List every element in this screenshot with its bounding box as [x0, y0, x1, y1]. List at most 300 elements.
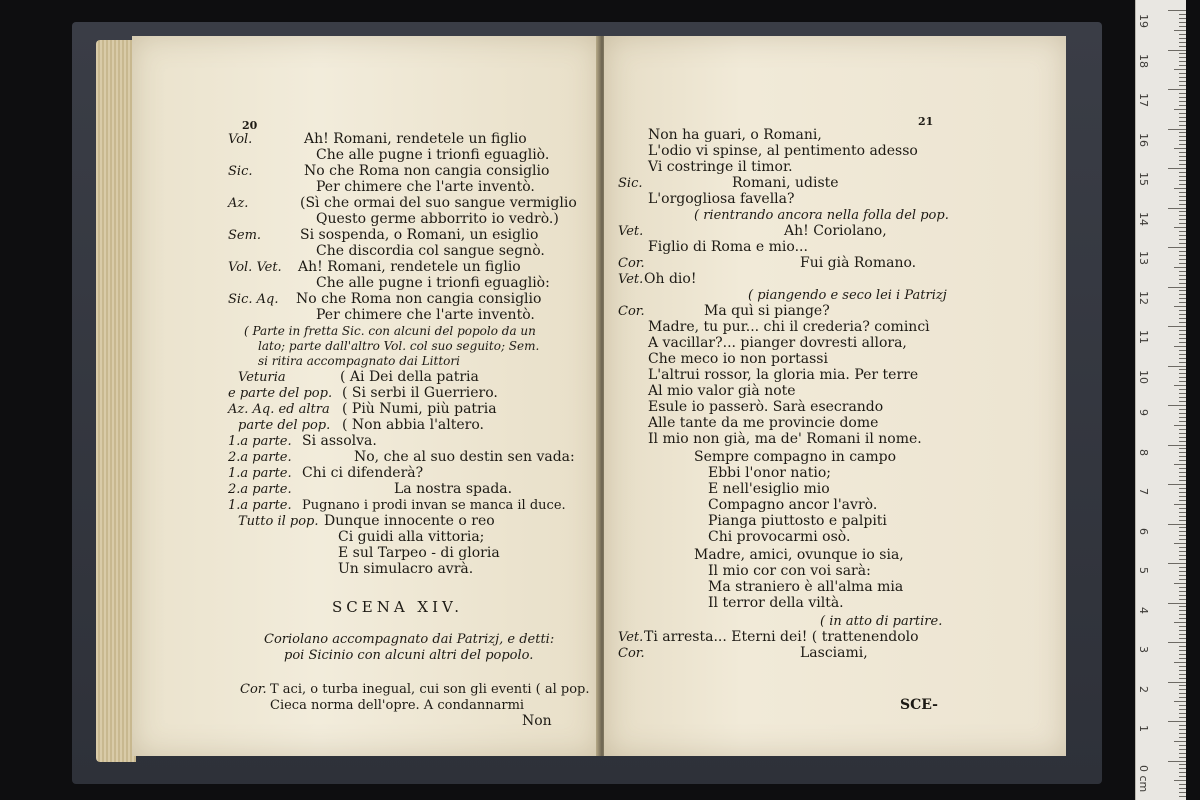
ruler-tick: [1179, 362, 1186, 363]
speaker: Sem.: [228, 228, 262, 243]
ruler-tick: [1179, 290, 1186, 291]
ruler-tick: [1179, 334, 1186, 335]
ruler-tick: [1179, 788, 1186, 789]
ruler-label: 2: [1137, 685, 1150, 693]
ruler-tick: [1179, 14, 1186, 15]
speaker: Tutto il pop.: [238, 514, 319, 529]
measuring-ruler: [1135, 0, 1186, 800]
speaker: Sic.: [228, 164, 253, 179]
ruler-tick: [1174, 464, 1186, 465]
stage-direction: si ritira accompagnato dai Littori: [258, 354, 460, 368]
ruler-tick: [1179, 97, 1186, 98]
verse-line: L'altrui rossor, la gloria mia. Per terre: [648, 367, 919, 383]
ruler-tick: [1179, 389, 1186, 390]
verse-line: Ci guidi alla vittoria;: [338, 529, 485, 545]
ruler-tick: [1179, 776, 1186, 777]
ruler-tick: [1179, 437, 1186, 438]
ruler-tick: [1179, 81, 1186, 82]
speaker: 1.a parte.: [228, 498, 292, 513]
ruler-tick: [1179, 310, 1186, 311]
ruler-label: 10: [1137, 369, 1150, 384]
ruler-tick: [1179, 595, 1186, 596]
verse-line: Esule io passerò. Sarà esecrando: [648, 399, 884, 415]
ruler-tick: [1168, 761, 1186, 762]
ruler-tick: [1179, 658, 1186, 659]
ruler-tick: [1179, 251, 1186, 252]
ruler-tick: [1179, 184, 1186, 185]
ruler-tick: [1179, 768, 1186, 769]
ruler-tick: [1174, 504, 1186, 505]
ruler-tick: [1179, 697, 1186, 698]
ruler-tick: [1179, 369, 1186, 370]
ruler-tick: [1179, 520, 1186, 521]
ruler-tick: [1179, 745, 1186, 746]
ruler-tick: [1168, 247, 1186, 248]
ruler-tick: [1174, 385, 1186, 386]
verse-line: Lasciami,: [800, 645, 868, 661]
stage-direction: lato; parte dall'altro Vol. col suo seguito; Sem.: [258, 339, 540, 353]
ruler-tick: [1179, 298, 1186, 299]
ruler-label: 9: [1137, 409, 1150, 416]
verse-line: Ah! Romani, rendetele un figlio: [304, 131, 527, 147]
ruler-tick: [1179, 156, 1186, 157]
ruler-tick: [1179, 488, 1186, 489]
ruler-tick: [1179, 204, 1186, 205]
ruler-tick: [1179, 784, 1186, 785]
ruler-tick: [1179, 456, 1186, 457]
ruler-tick: [1179, 393, 1186, 394]
ruler-tick: [1179, 551, 1186, 552]
ruler-label: 13: [1137, 251, 1150, 265]
ruler-tick: [1168, 208, 1186, 209]
ruler-tick: [1174, 30, 1186, 31]
ruler-tick: [1179, 132, 1186, 133]
aria-line: Sempre compagno in campo: [694, 449, 897, 465]
ruler-tick: [1179, 599, 1186, 600]
aria-line: Chi provocarmi osò.: [708, 529, 851, 545]
ruler-tick: [1179, 322, 1186, 323]
ruler-tick: [1179, 314, 1186, 315]
verse-line: Ah! Romani, rendetele un figlio: [298, 259, 521, 275]
ruler-tick: [1168, 89, 1186, 90]
verse-line: Che discordia col sangue segnò.: [316, 243, 545, 259]
verse-line: Ti arresta... Eterni dei! ( trattenendolo: [644, 629, 919, 645]
ruler-tick: [1168, 10, 1186, 11]
ruler-tick: [1179, 417, 1186, 418]
verse-line: Chi ci difenderà?: [302, 465, 424, 481]
ruler-tick: [1179, 591, 1186, 592]
speaker: 1.a parte.: [228, 434, 292, 449]
speaker: Veturia: [238, 370, 286, 385]
ruler-tick: [1168, 326, 1186, 327]
ruler-tick: [1179, 53, 1186, 54]
verse-line: La nostra spada.: [394, 481, 513, 497]
verse-line: ( Più Numi, più patria: [342, 401, 497, 417]
ruler-tick: [1179, 539, 1186, 540]
verse-line: E sul Tarpeo - di gloria: [338, 545, 500, 561]
ruler-tick: [1179, 117, 1186, 118]
right-page: [604, 36, 1066, 756]
ruler-tick: [1179, 42, 1186, 43]
ruler-tick: [1174, 188, 1186, 189]
ruler-tick: [1179, 409, 1186, 410]
catchword: Non: [522, 713, 552, 729]
ruler-label: 18: [1137, 53, 1150, 68]
ruler-tick: [1179, 749, 1186, 750]
aria-line: Madre, amici, ovunque io sia,: [694, 547, 904, 563]
ruler-tick: [1179, 330, 1186, 331]
aria-line: Ebbi l'onor natio;: [708, 465, 832, 481]
ruler-tick: [1179, 575, 1186, 576]
ruler-tick: [1168, 642, 1186, 643]
ruler-tick: [1179, 654, 1186, 655]
page-number: 21: [918, 115, 934, 128]
ruler-tick: [1179, 571, 1186, 572]
ruler-tick: [1179, 397, 1186, 398]
ruler-tick: [1174, 543, 1186, 544]
ruler-tick: [1179, 638, 1186, 639]
stage-direction: Coriolano accompagnato dai Patrizj, e detti:: [264, 632, 555, 647]
ruler-tick: [1179, 338, 1186, 339]
ruler-tick: [1179, 535, 1186, 536]
speaker: Cor.: [240, 682, 267, 697]
ruler-tick: [1179, 492, 1186, 493]
ruler-tick: [1174, 227, 1186, 228]
ruler-tick: [1179, 211, 1186, 212]
speaker: Az.: [228, 196, 249, 211]
ruler-label: 11: [1137, 330, 1150, 344]
ruler-tick: [1179, 709, 1186, 710]
ruler-tick: [1179, 729, 1186, 730]
ruler-tick: [1179, 215, 1186, 216]
ruler-label: 7: [1137, 488, 1150, 495]
ruler-tick: [1179, 705, 1186, 706]
verse-line: Si sospenda, o Romani, un esiglio: [300, 227, 539, 243]
ruler-tick: [1179, 401, 1186, 402]
verse-line: Per chimere che l'arte inventò.: [316, 179, 535, 195]
verse-line: Ma quì si piange?: [704, 303, 830, 319]
ruler-tick: [1174, 148, 1186, 149]
page-number: 20: [242, 119, 258, 132]
ruler-tick: [1179, 689, 1186, 690]
ruler-tick: [1179, 646, 1186, 647]
ruler-label: 15: [1137, 172, 1150, 186]
ruler-label: 17: [1137, 93, 1150, 107]
ruler-tick: [1179, 618, 1186, 619]
ruler-tick: [1179, 433, 1186, 434]
ruler-tick: [1168, 445, 1186, 446]
speaker: Sic. Aq.: [228, 292, 279, 307]
stage-direction: ( piangendo e seco lei i Patrizj: [748, 288, 947, 303]
verse-line: Al mio valor già note: [648, 383, 796, 399]
ruler-tick: [1174, 741, 1186, 742]
verse-line: Cieca norma dell'opre. A condannarmi: [270, 698, 525, 713]
ruler-label: 14: [1137, 211, 1150, 226]
ruler-tick: [1179, 136, 1186, 137]
left-page: [132, 36, 600, 756]
ruler-tick: [1179, 527, 1186, 528]
ruler-tick: [1179, 125, 1186, 126]
ruler-tick: [1179, 275, 1186, 276]
ruler-tick: [1179, 105, 1186, 106]
ruler-tick: [1179, 670, 1186, 671]
verse-line: Che alle pugne i trionfi eguagliò.: [316, 147, 550, 163]
ruler-tick: [1174, 780, 1186, 781]
ruler-label: 8: [1137, 448, 1150, 456]
ruler-tick: [1179, 737, 1186, 738]
ruler-tick: [1179, 283, 1186, 284]
ruler-tick: [1179, 121, 1186, 122]
ruler-tick: [1179, 294, 1186, 295]
verse-line: Pugnano i prodi invan se manca il duce.: [302, 498, 566, 513]
ruler-tick: [1179, 85, 1186, 86]
verse-line: Ah! Coriolano,: [784, 223, 887, 239]
ruler-tick: [1179, 34, 1186, 35]
ruler-tick: [1168, 405, 1186, 406]
speaker: e parte del pop.: [228, 386, 333, 401]
speaker: Cor.: [618, 646, 645, 661]
ruler-tick: [1179, 579, 1186, 580]
speaker: 1.a parte.: [228, 466, 292, 481]
ruler-tick: [1179, 650, 1186, 651]
ruler-label: 4: [1137, 606, 1150, 614]
verse-line: ( Non abbia l'altero.: [342, 417, 484, 433]
verse-line: Questo germe abborrito io vedrò.): [316, 211, 559, 227]
ruler-tick: [1168, 287, 1186, 288]
stage-direction: poi Sicinio con alcuni altri del popolo.: [284, 648, 534, 663]
ruler-tick: [1179, 413, 1186, 414]
ruler-tick: [1179, 239, 1186, 240]
ruler-tick: [1179, 57, 1186, 58]
ruler-tick: [1179, 140, 1186, 141]
ruler-tick: [1179, 448, 1186, 449]
ruler-tick: [1179, 610, 1186, 611]
verse-line: T aci, o turba inegual, cui son gli eventi ( al pop.: [270, 682, 590, 697]
verse-line: Vi costringe il timor.: [648, 159, 793, 175]
ruler-tick: [1179, 302, 1186, 303]
ruler-tick: [1174, 346, 1186, 347]
ruler-tick: [1168, 366, 1186, 367]
ruler-tick: [1179, 192, 1186, 193]
aria-line: Il terror della viltà.: [708, 595, 844, 611]
ruler-tick: [1174, 109, 1186, 110]
ruler-tick: [1168, 682, 1186, 683]
ruler-tick: [1179, 354, 1186, 355]
speaker: Sic.: [618, 176, 643, 191]
ruler-tick: [1179, 496, 1186, 497]
verse-line: Figlio di Roma e mio...: [648, 239, 808, 255]
ruler-tick: [1179, 358, 1186, 359]
ruler-tick: [1168, 721, 1186, 722]
ruler-tick: [1179, 318, 1186, 319]
ruler-tick: [1179, 472, 1186, 473]
ruler-tick: [1179, 342, 1186, 343]
ruler-tick: [1179, 180, 1186, 181]
speaker: Cor.: [618, 304, 645, 319]
verse-line: No che Roma non cangia consiglio: [296, 291, 542, 307]
ruler-tick: [1174, 583, 1186, 584]
verse-line: Romani, udiste: [732, 175, 839, 191]
verse-line: Si assolva.: [302, 433, 377, 449]
ruler-tick: [1179, 279, 1186, 280]
ruler-tick: [1179, 796, 1186, 797]
ruler-label: 3: [1137, 646, 1150, 653]
verse-line: L'odio vi spinse, al pentimento adesso: [648, 143, 918, 159]
ruler-tick: [1168, 50, 1186, 51]
ruler-tick: [1179, 18, 1186, 19]
ruler-tick: [1179, 421, 1186, 422]
ruler-tick: [1179, 22, 1186, 23]
ruler-label: 6: [1137, 527, 1150, 535]
verse-line: Dunque innocente o reo: [324, 513, 495, 529]
ruler-tick: [1179, 373, 1186, 374]
ruler-tick: [1179, 480, 1186, 481]
catchword: SCE-: [900, 697, 938, 713]
ruler-tick: [1179, 630, 1186, 631]
verse-line: Alle tante da me provincie dome: [648, 415, 879, 431]
ruler-tick: [1179, 516, 1186, 517]
ruler-tick: [1179, 219, 1186, 220]
ruler-tick: [1168, 603, 1186, 604]
ruler-tick: [1179, 377, 1186, 378]
ruler-tick: [1168, 168, 1186, 169]
ruler-tick: [1179, 725, 1186, 726]
ruler-tick: [1179, 606, 1186, 607]
verse-line: Il mio non già, ma de' Romani il nome.: [648, 431, 922, 447]
ruler-tick: [1179, 196, 1186, 197]
ruler-tick: [1179, 559, 1186, 560]
ruler-tick: [1179, 152, 1186, 153]
ruler-tick: [1179, 38, 1186, 39]
ruler-tick: [1179, 46, 1186, 47]
ruler-tick: [1179, 176, 1186, 177]
ruler-tick: [1179, 26, 1186, 27]
stage-direction: ( rientrando ancora nella folla del pop.: [694, 208, 949, 223]
ruler-tick: [1179, 243, 1186, 244]
ruler-tick: [1179, 61, 1186, 62]
ruler-tick: [1174, 622, 1186, 623]
ruler-tick: [1179, 476, 1186, 477]
aria-line: Compagno ancor l'avrò.: [708, 497, 878, 513]
ruler-tick: [1179, 235, 1186, 236]
speaker: Az. Aq. ed altra: [228, 402, 330, 417]
ruler-tick: [1179, 164, 1186, 165]
speaker: parte del pop.: [238, 418, 331, 433]
ruler-tick: [1168, 563, 1186, 564]
verse-line: No che Roma non cangia consiglio: [304, 163, 550, 179]
ruler-tick: [1179, 753, 1186, 754]
ruler-tick: [1179, 255, 1186, 256]
ruler-tick: [1179, 693, 1186, 694]
ruler-tick: [1179, 452, 1186, 453]
ruler-tick: [1179, 200, 1186, 201]
ruler-tick: [1174, 306, 1186, 307]
speaker: 2.a parte.: [228, 482, 292, 497]
ruler-tick: [1179, 512, 1186, 513]
ruler-tick: [1179, 65, 1186, 66]
ruler-tick: [1179, 685, 1186, 686]
ruler-tick: [1179, 733, 1186, 734]
ruler-tick: [1179, 772, 1186, 773]
verse-line: Non ha guari, o Romani,: [648, 127, 822, 143]
ruler-label: 0 cm: [1137, 764, 1150, 792]
ruler-tick: [1179, 259, 1186, 260]
speaker: Cor.: [618, 256, 645, 271]
ruler-tick: [1174, 701, 1186, 702]
ruler-tick: [1179, 634, 1186, 635]
scene-heading: SCENA XIV.: [332, 598, 464, 616]
verse-line: ( Si serbi il Guerriero.: [342, 385, 498, 401]
ruler-tick: [1174, 662, 1186, 663]
ruler-tick: [1179, 674, 1186, 675]
verse-line: ( Ai Dei della patria: [340, 369, 479, 385]
ruler-tick: [1179, 666, 1186, 667]
ruler-tick: [1179, 792, 1186, 793]
ruler-tick: [1179, 263, 1186, 264]
ruler-tick: [1179, 500, 1186, 501]
verse-line: Madre, tu pur... chi il crederia? comincì: [648, 319, 930, 335]
ruler-tick: [1179, 271, 1186, 272]
ruler-tick: [1179, 144, 1186, 145]
ruler-label: 5: [1137, 567, 1150, 574]
ruler-tick: [1179, 350, 1186, 351]
ruler-tick: [1179, 587, 1186, 588]
ruler-tick: [1179, 555, 1186, 556]
ruler-tick: [1174, 69, 1186, 70]
verse-line: (Sì che ormai del suo sangue vermiglio: [300, 195, 577, 211]
ruler-tick: [1179, 757, 1186, 758]
ruler-tick: [1179, 531, 1186, 532]
page-edge-stack: [96, 40, 136, 762]
aria-line: Pianga piuttosto e palpiti: [708, 513, 887, 529]
verse-line: A vacillar?... pianger dovresti allora,: [648, 335, 907, 351]
stage-direction: ( Parte in fretta Sic. con alcuni del popolo da un: [244, 324, 536, 338]
ruler-label: 16: [1137, 132, 1150, 147]
ruler-tick: [1179, 381, 1186, 382]
ruler-tick: [1179, 626, 1186, 627]
ruler-tick: [1179, 508, 1186, 509]
verse-line: Un simulacro avrà.: [338, 561, 474, 577]
speaker: Vol.: [228, 132, 253, 147]
aria-line: Ma straniero è all'alma mia: [708, 579, 904, 595]
ruler-tick: [1179, 441, 1186, 442]
verse-line: Fui già Romano.: [800, 255, 917, 271]
speaker: Vet.: [618, 224, 644, 239]
ruler-tick: [1174, 425, 1186, 426]
ruler-tick: [1179, 73, 1186, 74]
verse-line: Per chimere che l'arte inventò.: [316, 307, 535, 323]
ruler-tick: [1179, 614, 1186, 615]
ruler-tick: [1174, 267, 1186, 268]
ruler-tick: [1179, 567, 1186, 568]
verse-line: Che alle pugne i trionfi eguagliò:: [316, 275, 550, 291]
aria-line: Il mio cor con voi sarà:: [708, 563, 871, 579]
ruler-tick: [1179, 93, 1186, 94]
ruler-tick: [1168, 129, 1186, 130]
verse-line: Oh dio!: [644, 271, 697, 287]
ruler-tick: [1179, 678, 1186, 679]
speaker: Vet.: [618, 272, 644, 287]
ruler-label: 1: [1137, 725, 1150, 732]
ruler-tick: [1179, 468, 1186, 469]
speaker: Vet.: [618, 630, 644, 645]
ruler-tick: [1179, 101, 1186, 102]
aria-line: E nell'esiglio mio: [708, 481, 830, 497]
ruler-tick: [1179, 429, 1186, 430]
ruler-tick: [1179, 717, 1186, 718]
ruler-tick: [1179, 713, 1186, 714]
stage-direction: ( in atto di partire.: [820, 614, 943, 629]
